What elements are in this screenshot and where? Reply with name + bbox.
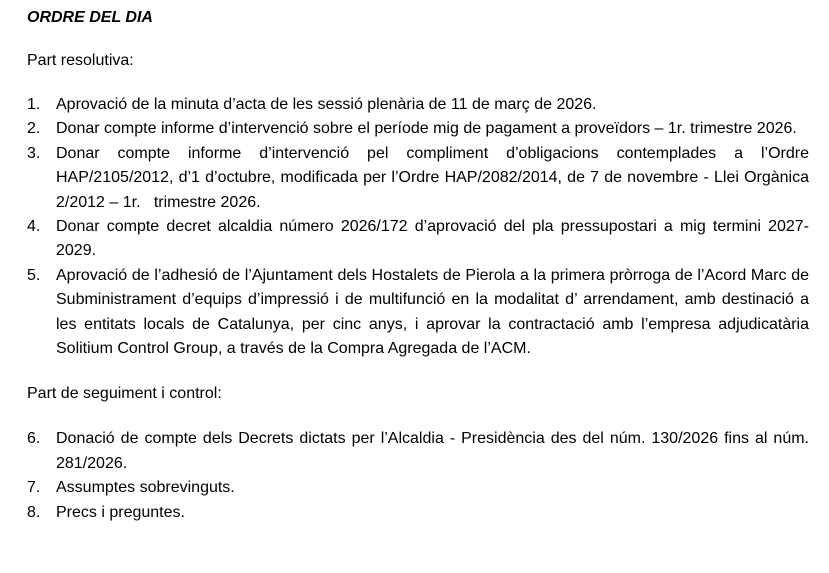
agenda-list-seguiment: [27, 427, 809, 525]
agenda-item: [27, 117, 809, 141]
item-text: Donació de compte dels Decrets dictats per l’Alcaldia - Presidència des del núm. 130/2026 fins al núm. 281/2026.: [56, 430, 809, 472]
agenda-item: [27, 264, 809, 362]
item-number: 5.: [27, 266, 41, 284]
agenda-item: [27, 476, 809, 500]
item-text: Aprovació de la minuta d’acta de les sessió plenària de 11 de març de 2026.: [56, 96, 597, 113]
agenda-item: [27, 427, 809, 476]
item-text: Donar compte decret alcaldia número 2026/172 d’aprovació del pla pressupostari a mig termini 2027-2029.: [56, 218, 809, 260]
item-number: 6.: [27, 430, 41, 448]
agenda-item: [27, 501, 809, 525]
agenda-item: [27, 215, 809, 264]
agenda-item: [27, 93, 809, 117]
item-number: 7.: [27, 479, 41, 497]
document-title: ORDRE DEL DIA: [27, 9, 153, 26]
item-number: 3.: [27, 144, 41, 162]
item-text: Donar compte informe d’intervenció pel compliment d’obligacions contemplades a l’Ordre HAP/2105/2012, d’1 d’octubre, modificada per l’Ordre HAP/2082/2014, de 7 de novembre - Llei Orgànica 2/2012 – 1r. trimestre 2026.: [56, 144, 814, 211]
item-text: Donar compte informe d’intervenció sobre el període mig de pagament a proveïdors – 1r. trimestre 2026.: [56, 120, 797, 138]
item-text: Precs i preguntes.: [56, 503, 185, 521]
section-heading-seguiment: Part de seguiment i control:: [27, 385, 222, 403]
item-number: 2.: [27, 120, 41, 138]
item-number: 8.: [27, 503, 41, 521]
agenda-item: [27, 142, 814, 215]
item-number: 1.: [27, 96, 41, 113]
item-text: Assumptes sobrevinguts.: [56, 479, 235, 497]
item-text: Aprovació de l’adhesió de l’Ajuntament dels Hostalets de Pierola a la primera pròrroga de l’Acord Marc de Subministrament d’equips d’impressió i de multifunció en la modalitat d’ arrendament, amb destinació a les entitats locals de Catalunya, per cinc anys, i aprovar la contractació amb l’empresa adjudicatària Solitium Control Group, a través de la Compra Agregada de l’ACM.: [56, 266, 809, 358]
agenda-list-resolutiva: [27, 93, 814, 361]
section-heading-resolutiva: Part resolutiva:: [27, 52, 134, 69]
item-number: 4.: [27, 218, 41, 236]
